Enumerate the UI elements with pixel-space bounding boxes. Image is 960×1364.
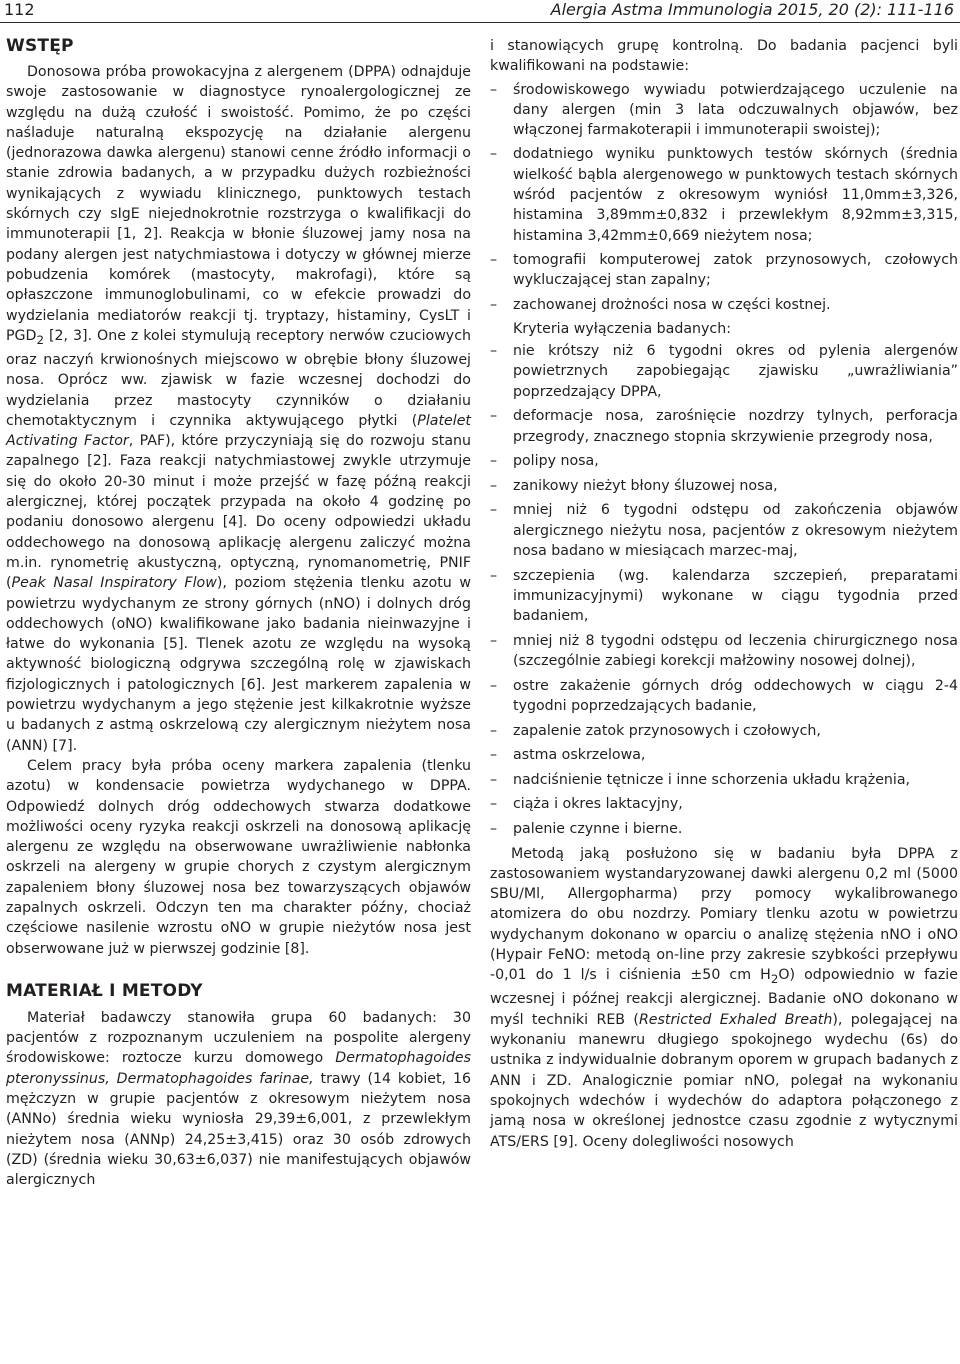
subscript: 2 [36, 332, 45, 347]
methods-paragraph-1: Materiał badawczy stanowiła grupa 60 badanych: 30 pacjentów z rozpoznanym uczuleniem na pospolite alergeny środowiskowe: roztocze kurzu domowego Dermatophagoides pteronyssinus, Dermatophagoides farinae, trawy (14 kobiet, 16 mężczyzn w grupie pacjentów z okresowym nieżytem nosa (ANNo) średnia wieku wyniosła 29,39±6,001, z przewlekłym nieżytem nosa (ANNp) 24,25±3,415) oraz 30 osób zdrowych (ZD) (średnia wieku 30,63±6,037) nie manifestujących objawów alergicznych [6, 1009, 471, 1189]
italic-term: Platelet Activating Factor [6, 412, 471, 450]
list-item: – mniej niż 8 tygodni odstępu od leczenia chirurgicznego nosa (szczególnie zabiegi korekcji małżowiny nosowej dolnej), [490, 631, 958, 672]
page-number: 112 [4, 0, 35, 19]
list-item: – ostre zakażenie górnych dróg oddechowych w ciągu 2-4 tygodni poprzedzających badanie, [490, 676, 958, 717]
list-item: – dodatniego wyniku punktowych testów skórnych (średnia wielkość bąbla alergenowego w punktowych testach skórnych wśród pacjentów z okresowym wyniósł 11,0mm±3,326, histamina 3,89mm±0,832 i przewlekłym 8,92mm±3,315, histamina 3,42mm±0,669 nieżytem nosa; [490, 144, 958, 245]
section-heading-introduction: WSTĘP [6, 36, 74, 56]
list-item: – deformacje nosa, zarośnięcie nozdrzy tylnych, perforacja przegrody, znacznego stopnia skrzywienie przegrody nosa, [490, 406, 958, 447]
list-item: – zanikowy nieżyt błony śluzowej nosa, [490, 476, 958, 496]
section-heading-methods: MATERIAŁ I METODY [6, 980, 203, 1001]
intro-paragraph-2: Celem pracy była próba oceny markera zapalenia (tlenku azotu) w kondensacie powietrza wydychanego w DPPA. Odpowiedź dolnych dróg oddechowych stwarza dodatkowe możliwości oceny ryzyka reakcji oskrzeli na donosową aplikację alergenu ze względu na obserwowane uwrażliwienie nabłonka oskrzeli na alergeny w grupie chorych z czystym alergicznym zapaleniem błony śluzowej nosa bez towarzyszących objawów zapalnych oskrzeli. Odczyn ten ma charakter późny, chociaż częściowe nasilenie wzrostu oNO w grupie nieżytów nosa jest obserwowane już w pierwszej godzinie [8]. [6, 757, 471, 957]
italic-term: Peak Nasal Inspiratory Flow [11, 575, 217, 592]
list-item: – szczepienia (wg. kalendarza szczepień, preparatami immunizacyjnymi) wykonane w ciągu tygodnia przed badaniem, [490, 566, 958, 627]
list-item: – mniej niż 6 tygodni odstępu od zakończenia objawów alergicznego nieżytu nosa, pacjentów z okresowym nieżytem nosa badano w miesiącach marzec-maj, [490, 500, 958, 561]
exclusion-criteria-title: Kryteria wyłączenia badanych: [513, 320, 732, 337]
italic-term: Restricted Exhaled Breath [638, 1011, 833, 1028]
left-column [6, 36, 471, 1191]
list-item: – środowiskowego wywiadu potwierdzającego uczulenie na dany alergen (min 3 lata odczuwalnych objawów, bez włączonej farmakoterapii i immunoterapii swoistej); [490, 80, 958, 141]
subscript: 2 [770, 972, 779, 987]
list-item: – palenie czynne i bierne. [490, 819, 958, 839]
list-item: – tomografii komputerowej zatok przynosowych, czołowych wykluczającej stan zapalny; [490, 250, 958, 291]
right-column [490, 36, 958, 1152]
exclusion-list [490, 341, 958, 839]
list-item: – astma oskrzelowa, [490, 745, 958, 765]
list-item: – zapalenie zatok przynosowych i czołowych, [490, 721, 958, 741]
intro-paragraph-1: Donosowa próba prowokacyjna z alergenem (DPPA) odnajduje swoje zastosowanie w diagnostyce rynoalergologicznej ze względu na dużą czułość i swoistość. Pomimo, że po części naśladuje naturalną ekspozycję na działanie alergenu (jednorazowa dawka alergenu) stanowi cenne źródło informacji o stanie zdrowia badanych, a w przypadku dużych rozbieżności wynikających z wywiadu klinicznego, punktowych testach skórnych czy sIgE niejednokrotnie rozstrzyga o kwalifikacji do immunoterapii [1, 2]. Reakcja w błonie śluzowej jamy nosa na podany alergen jest natychmiastowa i dotyczy w głównej mierze pobudzenia komórek (mastocyty, makrofagi), które są opłaszczone immunoglobulinami, co w efekcie prowadzi do wydzielania mediatorów reakcji tj. tryptazy, histaminy, CysLT i $PGD_2$ [2, 3]. One z kolei stymulują receptory nerwów czuciowych oraz naczyń krwionośnych miejscowo w obrębie błony śluzowej nosa. Oprócz ww. zjawisk w fazie wczesnej dochodzi do wydzielania przez mastocyty czynników o działaniu chemotaktycznym i czynnika aktywującego płytki (Platelet Activating Factor, PAF), które przyczyniają się do rozwoju stanu zapalnego [2]. Faza reakcji natychmiastowej zwykle utrzymuje się do około 20-30 minut i może przejść w fazę późną reakcji alergicznej, której początek przypada na około 4 godzinę po podaniu donosowo alergenu [4]. Do oceny odpowiedzi układu oddechowego na donosową aplikację alergenu zaliczyć można m.in. rynometrię akustyczną, optyczną, rynomanometrię, PNIF (Peak Nasal Inspiratory Flow), poziom stężenia tlenku azotu w powietrzu wydychanym ze strony górnych (nNO) i dolnych dróg oddechowych (oNO) kwalifikowane jako badania nieinwazyjne i łatwe do wykonania [5]. Tlenek azotu ze względu na wysoką aktywność biologiczną odgrywa szczególną rolę w zjawiskach fizjologicznych i patologicznych [6]. Jest markerem zapalenia w powietrzu wydychanym a jego stężenie jest kilkakrotnie wyższe u badanych z astmą oskrzelową czy alergicznym nieżytem nosa (ANN) [7]. [6, 64, 471, 754]
list-item: – nie krótszy niż 6 tygodni okres od pylenia alergenów powietrznych zapobiegając zjawisku „uwrażliwiania” poprzedzający DPPA, [490, 341, 958, 402]
continuation-paragraph: i stanowiących grupę kontrolną. Do badania pacjenci byli kwalifikowani na podstawie: [490, 38, 958, 75]
qualification-list [490, 80, 958, 315]
page-header [0, 0, 960, 23]
journal-citation: Alergia Astma Immunologia 2015, 20 (2): 111-116 [550, 0, 954, 19]
italic-species: Dermatophagoides pteronyssinus, Dermatophagoides farinae, [6, 1050, 471, 1087]
method-paragraph: Metodą jaką posłużono się w badaniu była DPPA z zastosowaniem wystandaryzowanej dawki alergenu 0,2 ml (5000 SBU/Ml, Allergopharma) przy pomocy wykalibrowanego atomizera do obu nozdrzy. Pomiary tlenku azotu w powietrzu wydychanym dokonano w oparciu o analizę stężenia nNO i oNO (Hypair FeNO: metodą on-line przy zakresie szybkości przepływu -0,01 do 1 l/s i ciśnienia ±50 cm $H_2O$) odpowiednio w fazie wczesnej i późnej reakcji alergicznej. Badanie oNO dokonano w myśl techniki REB (Restricted Exhaled Breath), polegającej na wykonaniu manewru długiego spokojnego wydechu (6s) do ustnika z indywidualnie dobranym oporem w grupach badanych z ANN i ZD. Analogicznie pomiar nNO, polegał na wykonaniu spokojnych wdechów i wydechów do adaptora połączonego z jamą nosa w określonej jednostce czasu zgodnie z wytycznymi ATS/ERS [9]. Oceny dolegliwości nosowych [490, 845, 958, 1150]
list-item: – polipy nosa, [490, 451, 958, 471]
list-item: – ciąża i okres laktacyjny, [490, 794, 958, 814]
list-item: – nadciśnienie tętnicze i inne schorzenia układu krążenia, [490, 770, 958, 790]
list-item: – zachowanej drożności nosa w części kostnej. [490, 295, 958, 315]
